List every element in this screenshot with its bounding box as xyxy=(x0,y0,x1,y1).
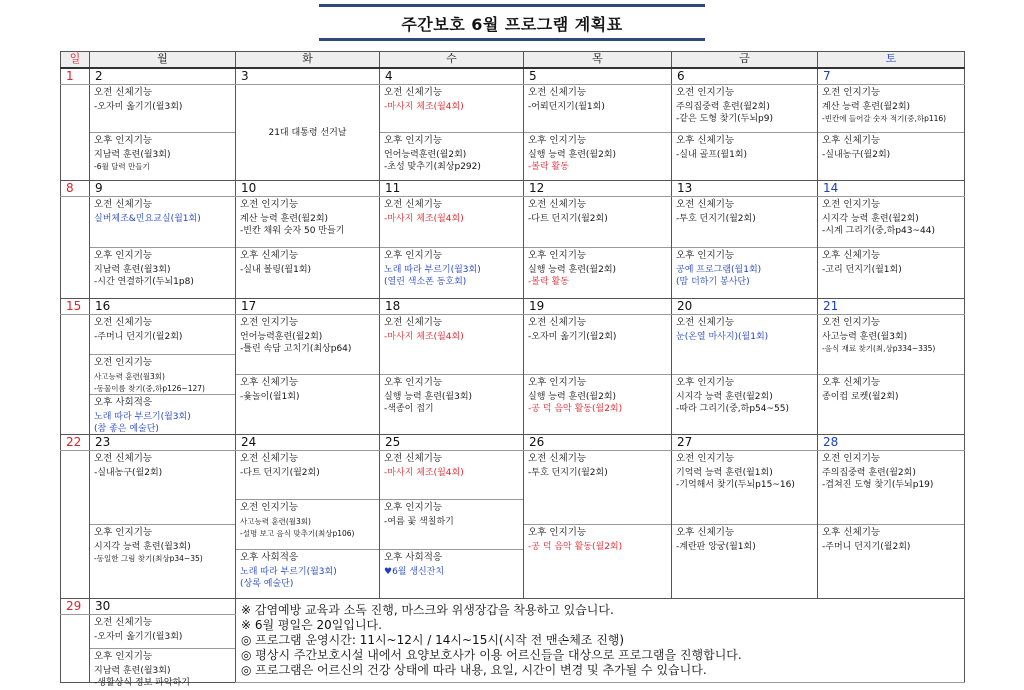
program-block xyxy=(236,247,379,298)
day-cell xyxy=(236,197,380,299)
program-line: -음식 재료 찾기(최,상p334~335) xyxy=(822,344,936,353)
program-line: -다트 던지기(월2회) xyxy=(240,468,320,478)
date-row xyxy=(61,435,965,451)
program-heading: 오전 신체기능 xyxy=(384,87,443,98)
program-block xyxy=(818,451,964,524)
program-block xyxy=(524,315,671,374)
weekday-sat: 토 xyxy=(818,52,965,69)
program-heading: 오후 인지기능 xyxy=(528,135,587,146)
day-cell xyxy=(380,197,524,299)
program-block xyxy=(380,247,523,298)
program-heading: 오전 신체기능 xyxy=(528,453,587,464)
program-heading: 오전 신체기능 xyxy=(528,87,587,98)
program-line: (참 좋은 예술단) xyxy=(94,424,159,434)
program-heading: 오후 사회적응 xyxy=(240,551,299,563)
day-cell xyxy=(524,85,672,181)
content-row xyxy=(61,451,965,599)
weekday-mon: 월 xyxy=(90,52,236,69)
program-line: -오자미 옮기기(월3회) xyxy=(94,631,183,642)
program-block xyxy=(524,247,671,298)
date-number: 20 xyxy=(672,299,818,315)
program-heading: 오전 신체기능 xyxy=(676,199,735,210)
program-block xyxy=(524,374,671,434)
program-heading: 오전 신체기능 xyxy=(384,453,443,464)
program-block xyxy=(524,524,671,598)
program-heading: 오전 신체기능 xyxy=(676,317,735,328)
program-heading: 오후 신체기능 xyxy=(822,526,881,538)
day-cell xyxy=(672,85,818,181)
day-cell xyxy=(61,451,90,599)
program-heading: 오전 신체기능 xyxy=(384,317,443,328)
program-line: -빈칸에 들어갈 숫자 적기(중,하p116) xyxy=(822,114,947,123)
date-number: 23 xyxy=(90,435,236,451)
program-line: -따라 그리기(중,하p54~55) xyxy=(676,403,790,414)
program-block xyxy=(818,524,964,598)
date-number: 24 xyxy=(236,435,380,451)
program-block xyxy=(380,451,523,499)
program-block xyxy=(236,374,379,434)
program-block xyxy=(818,247,964,298)
program-block xyxy=(90,451,235,524)
weekday-thu: 목 xyxy=(524,52,672,69)
program-heading: 오후 인지기능 xyxy=(384,502,443,514)
program-block xyxy=(524,85,671,132)
program-line: -주머니 던지기(월2회) xyxy=(94,332,183,342)
program-line: 사고능력 훈련(월3회) xyxy=(240,517,311,527)
program-heading: 오후 인지기능 xyxy=(94,250,153,261)
program-block xyxy=(90,132,235,180)
program-line: 사고능력 훈련(월3회) xyxy=(822,332,908,342)
program-line: 실행 능력 훈련(월3회) xyxy=(384,391,473,402)
program-line: 실행 능력 훈련(월2회) xyxy=(528,391,617,402)
day-cell xyxy=(236,315,380,435)
program-line: -계란판 앙궁(월1회) xyxy=(676,541,756,552)
program-block xyxy=(672,315,817,374)
program-heading: 오후 신체기능 xyxy=(240,250,299,261)
program-line: -공 덕 음악 활동(월2회) xyxy=(528,403,623,414)
program-heading: 오전 인지기능 xyxy=(240,502,299,514)
program-line: 사고능력 훈련(월3회) xyxy=(94,372,165,381)
program-heading: 오전 인지기능 xyxy=(240,317,299,328)
program-heading: 오전 신체기능 xyxy=(528,199,587,210)
program-line: -빈칸 채워 숫자 50 만들기 xyxy=(240,226,345,236)
program-heading: 오전 인지기능 xyxy=(94,357,153,368)
day-cell xyxy=(90,451,236,599)
program-block xyxy=(90,524,235,598)
date-row xyxy=(61,598,965,614)
content-row xyxy=(61,315,965,435)
day-cell xyxy=(90,315,236,435)
program-line: -고리 던지기(월1회) xyxy=(822,265,902,275)
program-block xyxy=(818,85,964,132)
program-line: -실내 골프(월1회) xyxy=(676,150,748,160)
date-number: 2 xyxy=(90,68,236,85)
day-cell xyxy=(672,315,818,435)
program-block xyxy=(380,374,523,434)
program-line: -설명 보고 음식 맞추기(최상p106) xyxy=(240,529,355,539)
weekday-tue: 화 xyxy=(236,52,380,69)
program-block xyxy=(524,132,671,180)
program-heading: 오후 사회적응 xyxy=(94,397,153,408)
program-heading: 오후 인지기능 xyxy=(676,376,735,388)
program-line: -틀린 속담 고치기(최상p64) xyxy=(240,344,352,354)
date-number: 10 xyxy=(236,181,380,197)
date-number: 27 xyxy=(672,435,818,451)
program-block xyxy=(380,197,523,247)
program-line: -주머니 던지기(월2회) xyxy=(822,541,911,552)
day-cell xyxy=(236,451,380,599)
program-block xyxy=(380,499,523,548)
day-cell xyxy=(524,197,672,299)
program-line: 지남력 훈련(월3회) xyxy=(94,265,171,275)
program-line: -윷놀이(월1회) xyxy=(240,391,300,402)
program-block xyxy=(672,374,817,434)
program-block xyxy=(236,499,379,548)
program-heading: 오전 신체기능 xyxy=(94,317,153,328)
day-cell xyxy=(61,197,90,299)
program-heading: 오전 인지기능 xyxy=(676,87,735,98)
page-title: 주간보호 6월 프로그램 계획표 xyxy=(401,15,623,34)
program-line: (열린 색소폰 동호회) xyxy=(384,277,467,287)
day-cell xyxy=(61,315,90,435)
program-line: -생활상식 정보 파악하기 xyxy=(94,677,190,688)
day-cell xyxy=(380,315,524,435)
date-number: 14 xyxy=(818,181,965,197)
note-line: ◎ 프로그램은 어르신의 건강 상태에 따라 내용, 요일, 시간이 변경 및 추가될 수 있습니다. xyxy=(241,662,707,677)
day-cell xyxy=(90,197,236,299)
program-line: 눈(온열 마사지)(월1회) xyxy=(676,332,769,342)
program-heading: 오후 신체기능 xyxy=(822,250,881,261)
date-number: 7 xyxy=(818,68,965,85)
program-line: -초성 맞추기(최상p292) xyxy=(384,162,481,172)
date-number: 5 xyxy=(524,68,672,85)
program-block xyxy=(90,648,235,688)
program-block xyxy=(672,524,817,598)
program-line: -마사지 체조(월4회) xyxy=(384,468,464,478)
program-line: 노래 따라 부르기(월3회) xyxy=(384,265,481,275)
date-number: 25 xyxy=(380,435,524,451)
program-block xyxy=(90,197,235,247)
day-cell xyxy=(818,315,965,435)
content-row xyxy=(61,197,965,299)
program-line: -투호 던지기(월2회) xyxy=(676,214,756,224)
program-heading: 오후 신체기능 xyxy=(240,376,299,388)
program-line: 계산 능력 훈련(월2회) xyxy=(822,102,911,112)
program-line: -기억해서 찾기(두뇌p15~16) xyxy=(676,480,795,490)
calendar-table xyxy=(60,51,965,688)
program-block xyxy=(818,197,964,247)
day-cell xyxy=(524,451,672,599)
program-block xyxy=(672,197,817,247)
program-line: 주의집중력 훈련(월2회) xyxy=(822,468,916,478)
program-heading: 오전 신체기능 xyxy=(94,616,153,628)
program-line: -겹쳐진 도형 찾기(두뇌p19) xyxy=(822,480,934,490)
program-line: -6월 달력 만들기 xyxy=(94,162,150,171)
day-cell xyxy=(61,85,90,181)
date-number: 8 xyxy=(61,181,90,197)
program-line: 시지각 능력 훈련(월2회) xyxy=(676,391,773,402)
program-line: 계산 능력 훈련(월2회) xyxy=(240,214,329,224)
date-number: 28 xyxy=(818,435,965,451)
program-heading: 오후 인지기능 xyxy=(94,526,153,538)
date-number: 6 xyxy=(672,68,818,85)
program-block xyxy=(90,615,235,648)
program-block xyxy=(236,451,379,499)
program-heading: 오전 신체기능 xyxy=(240,453,299,464)
date-row xyxy=(61,299,965,315)
program-block xyxy=(818,132,964,180)
program-heading: 오후 인지기능 xyxy=(384,135,443,146)
program-line: -볼락 활동 xyxy=(528,277,569,287)
program-line: 언어능력훈련(월2회) xyxy=(240,332,323,342)
date-number: 9 xyxy=(90,181,236,197)
program-block xyxy=(672,247,817,298)
program-line: -동일한 그림 찾기(최상p34~35) xyxy=(94,553,203,563)
program-line: -실내 볼링(월1회) xyxy=(240,265,312,275)
program-heading: 오후 인지기능 xyxy=(384,250,443,261)
day-cell xyxy=(672,451,818,599)
program-line: -색종이 접기 xyxy=(384,403,434,414)
program-line: -오자미 옮기기(월3회) xyxy=(94,102,183,112)
program-heading: 오전 신체기능 xyxy=(94,87,153,98)
program-block xyxy=(380,132,523,180)
program-heading: 오후 인지기능 xyxy=(528,526,587,538)
date-number: 11 xyxy=(380,181,524,197)
program-block xyxy=(90,354,235,394)
program-heading: 오후 인지기능 xyxy=(94,650,153,662)
date-number: 3 xyxy=(236,68,380,85)
program-line: -마사지 체조(월4회) xyxy=(384,102,464,112)
program-line: -실내농구(월2회) xyxy=(822,150,891,160)
program-block xyxy=(90,247,235,298)
program-line: -시간 연결하기(두뇌1p8) xyxy=(94,277,194,287)
program-line: -마사지 체조(월4회) xyxy=(384,214,464,224)
program-heading: 오후 신체기능 xyxy=(676,135,735,146)
date-number: 13 xyxy=(672,181,818,197)
program-line: 실행 능력 훈련(월2회) xyxy=(528,150,617,160)
date-number: 29 xyxy=(61,598,90,614)
day-cell xyxy=(818,197,965,299)
program-block xyxy=(672,85,817,132)
program-line: 지남력 훈련(월3회) xyxy=(94,665,171,676)
program-line: -볼락 활동 xyxy=(528,162,569,172)
date-number: 15 xyxy=(61,299,90,315)
program-heading: 오후 신체기능 xyxy=(822,135,881,146)
program-line: -공 덕 음악 활동(월2회) xyxy=(528,541,623,552)
program-line: 종이컵 로켓(월2회) xyxy=(822,391,899,402)
program-line: 시지각 능력 훈련(월3회) xyxy=(94,541,191,552)
date-number: 30 xyxy=(90,598,236,614)
date-number: 22 xyxy=(61,435,90,451)
day-cell xyxy=(380,85,524,181)
program-heading: 오전 인지기능 xyxy=(822,317,881,328)
program-block xyxy=(236,549,379,598)
note-line: ◎ 평상시 주간보호시설 내에서 요양보호사가 이용 어르신들을 대상으로 프로그램을 진행합니다. xyxy=(241,647,742,662)
program-heading: 오전 신체기능 xyxy=(384,199,443,210)
day-cell xyxy=(672,197,818,299)
title-bar-top xyxy=(319,4,705,7)
date-row xyxy=(61,181,965,197)
day-cell xyxy=(61,614,90,682)
program-line: -실내농구(월2회) xyxy=(94,468,163,478)
program-line: -동물이름 찾기(중,하p126~127) xyxy=(94,384,205,393)
date-number: 16 xyxy=(90,299,236,315)
note-line: ◎ 프로그램 운영시간: 11시~12시 / 14시~15시(시작 전 맨손체조 진행) xyxy=(241,632,625,647)
program-block xyxy=(380,315,523,374)
program-line: -오자미 옮기기(월2회) xyxy=(528,332,617,342)
program-line: -같은 도형 찾기(두뇌p9) xyxy=(676,114,773,124)
title-banner xyxy=(319,4,705,41)
program-block xyxy=(236,315,379,374)
program-block xyxy=(672,132,817,180)
program-block xyxy=(90,315,235,354)
program-heading: 오전 신체기능 xyxy=(94,453,153,464)
program-block xyxy=(380,85,523,132)
program-line: 공예 프로그램(월1회) xyxy=(676,265,762,275)
program-line: -여름 꽃 색칠하기 xyxy=(384,517,454,528)
holiday-label: 21대 대통령 선거날 xyxy=(268,127,347,138)
program-heading: 오후 인지기능 xyxy=(528,376,587,388)
day-cell xyxy=(236,85,380,181)
program-line: -다트 던지기(월2회) xyxy=(528,214,608,224)
program-block xyxy=(524,197,671,247)
title-bar-bottom xyxy=(319,38,705,41)
program-heading: 오전 신체기능 xyxy=(528,317,587,328)
program-block xyxy=(90,394,235,434)
program-heading: 오후 신체기능 xyxy=(676,526,735,538)
program-heading: 오전 신체기능 xyxy=(94,199,153,210)
program-block xyxy=(818,315,964,374)
program-heading: 오후 사회적응 xyxy=(384,551,443,563)
date-number: 4 xyxy=(380,68,524,85)
program-block xyxy=(524,451,671,524)
program-heading: 오후 인지기능 xyxy=(94,135,153,146)
program-line: 노래 따라 부르기(월3회) xyxy=(240,566,337,577)
program-line: 실행 능력 훈련(월2회) xyxy=(528,265,617,275)
date-row xyxy=(61,68,965,85)
program-line: ♥6월 생신잔치 xyxy=(384,566,445,577)
program-heading: 오전 인지기능 xyxy=(822,199,881,210)
day-cell xyxy=(818,85,965,181)
program-line: 지남력 훈련(월3회) xyxy=(94,150,171,160)
program-line: 노래 따라 부르기(월3회) xyxy=(94,412,191,422)
notes-cell xyxy=(236,598,965,682)
program-line: -마사지 체조(월4회) xyxy=(384,332,464,342)
program-heading: 오전 인지기능 xyxy=(822,87,881,98)
program-heading: 오후 인지기능 xyxy=(528,250,587,261)
program-block xyxy=(818,374,964,434)
date-number: 19 xyxy=(524,299,672,315)
date-number: 18 xyxy=(380,299,524,315)
date-number: 26 xyxy=(524,435,672,451)
program-block xyxy=(236,197,379,247)
program-block xyxy=(672,451,817,524)
program-line: 언어능력훈련(월2회) xyxy=(384,150,467,160)
date-number: 12 xyxy=(524,181,672,197)
program-line: 주의집중력 훈련(월2회) xyxy=(676,102,770,112)
weekday-fri: 금 xyxy=(672,52,818,69)
program-heading: 오후 인지기능 xyxy=(676,250,735,261)
program-heading: 오후 신체기능 xyxy=(822,376,881,388)
program-heading: 오후 인지기능 xyxy=(384,376,443,388)
day-cell xyxy=(380,451,524,599)
note-line: ※ 6월 평일은 20일입니다. xyxy=(241,617,382,632)
program-line: 시지각 능력 훈련(월2회) xyxy=(822,214,919,224)
program-block xyxy=(90,85,235,132)
program-heading: 오전 인지기능 xyxy=(240,199,299,210)
day-cell xyxy=(818,451,965,599)
program-heading: 오전 인지기능 xyxy=(676,453,735,464)
content-row xyxy=(61,85,965,181)
program-heading: 오전 인지기능 xyxy=(822,453,881,464)
note-line: ※ 감염예방 교육과 소독 진행, 마스크와 위생장갑을 착용하고 있습니다. xyxy=(241,602,614,617)
day-cell xyxy=(524,315,672,435)
program-line: (상록 예술단) xyxy=(240,578,294,589)
day-cell xyxy=(90,85,236,181)
weekday-sun: 일 xyxy=(61,52,90,69)
program-line: 기억력 능력 훈련(월1회) xyxy=(676,468,773,478)
program-block xyxy=(380,549,523,598)
date-number: 17 xyxy=(236,299,380,315)
weekday-header-row xyxy=(61,52,965,69)
date-number: 21 xyxy=(818,299,965,315)
program-line: 실버체조&민요교실(월1회) xyxy=(94,214,201,224)
day-cell xyxy=(90,614,236,688)
date-number: 1 xyxy=(61,68,90,85)
program-line: -어뢰던지기(월1회) xyxy=(528,102,605,112)
program-line: (맘 더하기 봉사단) xyxy=(676,277,750,287)
weekday-wed: 수 xyxy=(380,52,524,69)
program-line: -투호 던지기(월2회) xyxy=(528,468,608,478)
program-line: -시계 그리기(중,하p43~44) xyxy=(822,226,936,236)
